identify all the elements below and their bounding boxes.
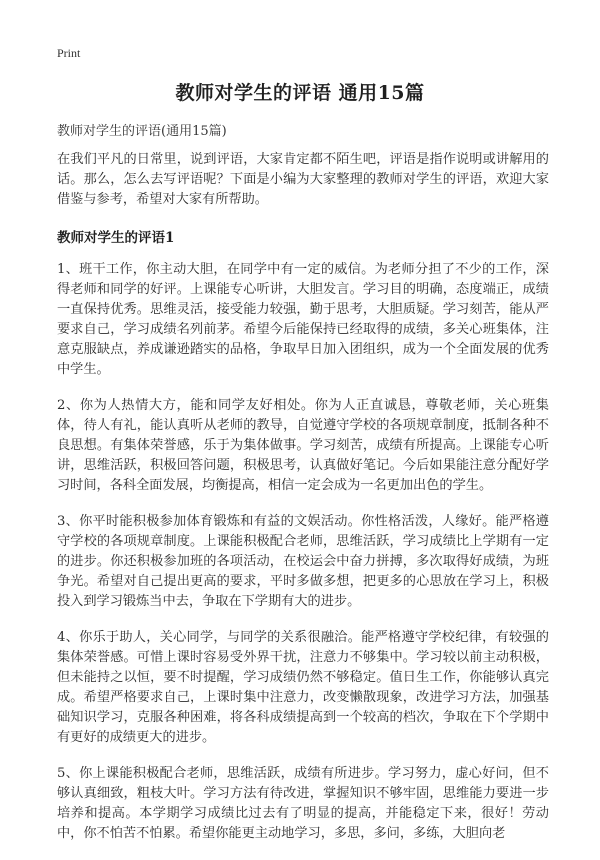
intro-paragraph: 在我们平凡的日常里，说到评语，大家肯定都不陌生吧，评语是指作说明或讲解用的话。那么，怎么去写评语呢？下面是小编为大家整理的教师对学生的评语，欢迎大家借鉴与参考，希望对大家有所帮助。 [57, 152, 549, 207]
comment-paragraph-4: 4、你乐于助人，关心同学，与同学的关系很融洽。能严格遵守学校纪律，有较强的集体荣誉感。可惜上课时容易受外界干扰，注意力不够集中。学习较以前主动积极，但未能持之以恒，要不时提醒，学习成绩仍然不够稳定。值日生工作，你能够认真完成。希望严格要求自己，上课时集中注意力，改变懒散现象，改进学习方法，加强基础知识学习，克服各种困难，将各科成绩提高到一个较高的档次，争取在下个学期中有更好的成绩更大的进步。 [57, 630, 549, 745]
comment-paragraph-5: 5、你上课能积极配合老师，思维活跃，成绩有所进步。学习努力，虚心好问，但不够认真细致，粗枝大叶。学习方法有待改进，掌握知识不够牢固，思维能力要进一步培养和提高。本学期学习成绩比过去有了明显的提高，并能稳定下来，很好！劳动中，你不怕苦不怕累。希望你能更主动地学习，多思，多问，多练，大胆向老 [57, 766, 549, 841]
document-subtitle: 教师对学生的评语(通用15篇) [57, 124, 227, 139]
comment-paragraph-2: 2、你为人热情大方，能和同学友好相处。你为人正直诚恳，尊敬老师，关心班集体，待人有礼，能认真听从老师的教导，自觉遵守学校的各项规章制度，抵制各种不良思想。有集体荣誉感，乐于为集体做事。学习刻苦，成绩有所提高。上课能专心听讲，思维活跃，积极回答问题，积极思考，认真做好笔记。今后如果能注意分配好学习时间，各科全面发展，均衡提高，相信一定会成为一名更加出色的学生。 [57, 398, 549, 493]
section-heading: 教师对学生的评语1 [57, 230, 175, 246]
print-label[interactable]: Print [57, 46, 81, 60]
document-body [57, 150, 549, 860]
comment-paragraph-1: 1、班干工作，你主动大胆，在同学中有一定的威信。为老师分担了不少的工作，深得老师和同学的好评。上课能专心听讲，大胆发言。学习目的明确，态度端正，成绩一直保持优秀。思维灵活，接受能力较强，勤于思考，大胆质疑。学习刻苦，能从严要求自己，学习成绩名列前茅。希望今后能保持已经取得的成绩，多关心班集体，注意克服缺点，养成谦逊踏实的品格，争取早日加入团组织，成为一个全面发展的优秀中学生。 [57, 262, 549, 377]
comment-paragraph-3: 3、你平时能积极参加体育锻炼和有益的文娱活动。你性格活泼，人缘好。能严格遵守学校的各项规章制度。上课能积极配合老师，思维活跃，学习成绩比上学期有一定的进步。你还积极参加班的各项活动，在校运会中奋力拼搏，多次取得好成绩，为班争光。希望对自己提出更高的要求，平时多做多想，把更多的心思放在学习上，积极投入到学习锻炼当中去，争取在下学期有大的进步。 [57, 514, 549, 609]
page-title: 教师对学生的评语 通用15篇 [175, 82, 425, 104]
